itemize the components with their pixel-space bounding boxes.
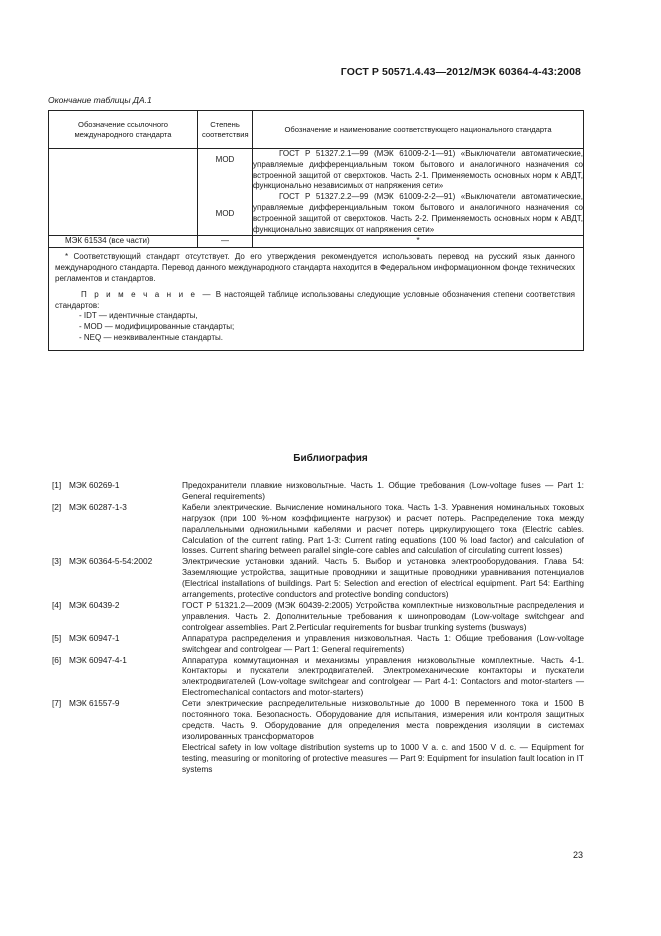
bib-number: [3] bbox=[52, 556, 62, 567]
bib-code: МЭК 60269-1 bbox=[69, 480, 120, 490]
page-number: 23 bbox=[572, 850, 583, 860]
table-notes-row bbox=[49, 248, 584, 350]
bib-text: Кабели электрические. Вычисление номинального тока. Часть 1-3. Уравнения номинальных токовых нагрузок (при 100 %-ном коэффициенте нагрузок) и расчет потерь. Распределение тока между параллельными одножильными кабелями и расчет потерь циркулирующего тока (Electric cables. Calculation of the current rating. Part 1-3: Current rating equations (100 % load factor) and calculation of losses. Current sharing between parallel single-core cables and calculation of circulating current losses) bbox=[182, 501, 584, 556]
bib-text: Сети электрические распределительные низковольтные до 1000 В переменного тока и 1500 В постоянного тока. Безопасность. Оборудование для испытания, измерения или контроля защитных средств. Часть 9. Оборудование для определения места повреждения изоляции в системах изолированных трансформаторов bbox=[182, 698, 584, 741]
table-footnote: * Соответствующий стандарт отсутствует. До его утверждения рекомендуется использовать перевод на русский язык данного международного стандарта. Перевод данного международного стандарта находится в Федеральном информационном фонде технических регламентов и стандартов. bbox=[55, 252, 575, 283]
table-cell-national: * bbox=[253, 236, 584, 248]
bib-number: [6] bbox=[52, 654, 62, 665]
table-cell-code bbox=[49, 149, 198, 236]
table-caption: Окончание таблицы ДА.1 bbox=[48, 95, 152, 105]
column-header-national: Обозначение и наименование соответствующего национального стандарта bbox=[253, 111, 584, 149]
legend-item: - NEQ — неэквивалентные стандарты. bbox=[79, 332, 223, 342]
note-label: П р и м е ч а н и е — bbox=[81, 289, 213, 299]
legend-item: - IDT — идентичные стандарты, bbox=[79, 311, 198, 321]
column-header-degree: Степень соответствия bbox=[198, 111, 253, 149]
bibliography-item bbox=[52, 480, 584, 502]
bibliography-item bbox=[52, 600, 584, 633]
table-cell-degree: — bbox=[198, 236, 253, 248]
bib-code: МЭК 61557-9 bbox=[69, 698, 120, 709]
correspondence-table bbox=[48, 110, 584, 351]
bib-code: МЭК 60439-2 bbox=[69, 599, 120, 610]
document-header: ГОСТ Р 50571.4.43—2012/МЭК 60364-4-43:2008 bbox=[340, 66, 581, 78]
bib-number: [2] bbox=[52, 501, 62, 512]
bib-text: Предохранители плавкие низковольтные. Часть 1. Общие требования (Low-voltage fuses — Part 1: General requirements) bbox=[182, 480, 584, 501]
national-standard-entry: ГОСТ Р 51327.2.1—99 (МЭК 61009-2-1—91) «Выключатели автоматические, управляемые дифференциальным током бытового и аналогичного назначения со встроенной защитой от сверхтоков. Часть 2-1. Применяемость основных норм к АВДТ, функционально независимых от напряжения сети» bbox=[253, 149, 583, 191]
bibliography-list bbox=[52, 480, 584, 774]
bib-text-group bbox=[182, 698, 584, 774]
bib-text-english: Electrical safety in low voltage distribution systems up to 1000 V a. c. and 1500 V d. c. — Equipment for testing, measuring or monitoring of protective measures — Part 9: Equipment for insulation fault location in IT systems bbox=[182, 741, 584, 774]
table-cell-national bbox=[253, 149, 584, 236]
bibliography-item bbox=[52, 556, 584, 600]
table-header-row bbox=[49, 111, 584, 149]
degree-label: MOD bbox=[215, 155, 235, 164]
degree-label: MOD bbox=[215, 208, 235, 218]
national-standard-entry: ГОСТ Р 51327.2.2—99 (МЭК 61009-2-2—91) «Выключатели автоматические, управляемые дифференциальным током бытового и аналогичного назначения со встроенной защитой от сверхтоков. Часть 2-2. Применяемость основных норм к АВДТ, функционально зависящих от напряжения сети» bbox=[253, 192, 583, 234]
table-cell-degree bbox=[198, 149, 253, 236]
bib-number: [7] bbox=[52, 698, 62, 709]
bibliography-item bbox=[52, 502, 584, 557]
bibliography-item bbox=[52, 698, 584, 774]
table-row bbox=[49, 236, 584, 248]
bib-code: МЭК 60947-1 bbox=[69, 632, 120, 643]
column-header-international: Обозначение ссылочного международного стандарта bbox=[49, 111, 198, 149]
bib-number: [5] bbox=[52, 632, 62, 643]
legend-item: - MOD — модифицированные стандарты; bbox=[79, 322, 235, 332]
table-cell-code: МЭК 61534 (все части) bbox=[49, 236, 198, 248]
bib-text: Электрические установки зданий. Часть 5. Выбор и установка электрооборудования. Глава 54: Заземляющие устройства, защитные проводники и защитные проводники уравнивания потенциалов (Electrical installations of buildings. Part 5: Selection and erection of electrical equipment. Part 54: Earthing arrangements, protective conductors and protective bonding conductors) bbox=[182, 556, 584, 600]
bibliography-item bbox=[52, 633, 584, 655]
bibliography-item bbox=[52, 655, 584, 699]
table-note bbox=[55, 290, 575, 312]
bib-text: ГОСТ Р 51321.2—2009 (МЭК 60439-2:2005) Устройства комплектные низковольтные распределения и управления. Часть 2. Дополнительные требования к шинопроводам (Low-voltage switchgear and controlgear assemblies. Part 2.Perticular requirements for busbar trunking systems (busways) bbox=[182, 599, 584, 632]
bib-number: [1] bbox=[52, 480, 62, 490]
bib-text: Аппаратура распределения и управления низковольтная. Часть 1: Общие требования (Low-voltage switchgear and controlgear — Part 1: General requirements) bbox=[182, 632, 584, 654]
table-notes bbox=[49, 248, 584, 350]
bib-code: МЭК 60947-4-1 bbox=[69, 654, 127, 665]
bib-code: МЭК 60287-1-3 bbox=[69, 501, 127, 512]
bib-number: [4] bbox=[52, 599, 62, 610]
bib-code: МЭК 60364-5-54:2002 bbox=[69, 556, 153, 567]
table-row bbox=[49, 149, 584, 236]
bibliography-title: Библиография bbox=[293, 453, 368, 464]
bib-text: Аппаратура коммутационная и механизмы управления низковольтные комплектные. Часть 4-1. Контакторы и пускатели электродвигателей. Электромеханические контакторы и пускатели электродвигателей (Low-voltage switchgear and controlgear — Part 4-1: Contactors and motor-starters — Electromechanical contactors and motor-starters) bbox=[182, 654, 584, 698]
note-text: В настоящей таблице использованы следующие условные обозначения степени соответствия стандартов: bbox=[55, 289, 575, 310]
